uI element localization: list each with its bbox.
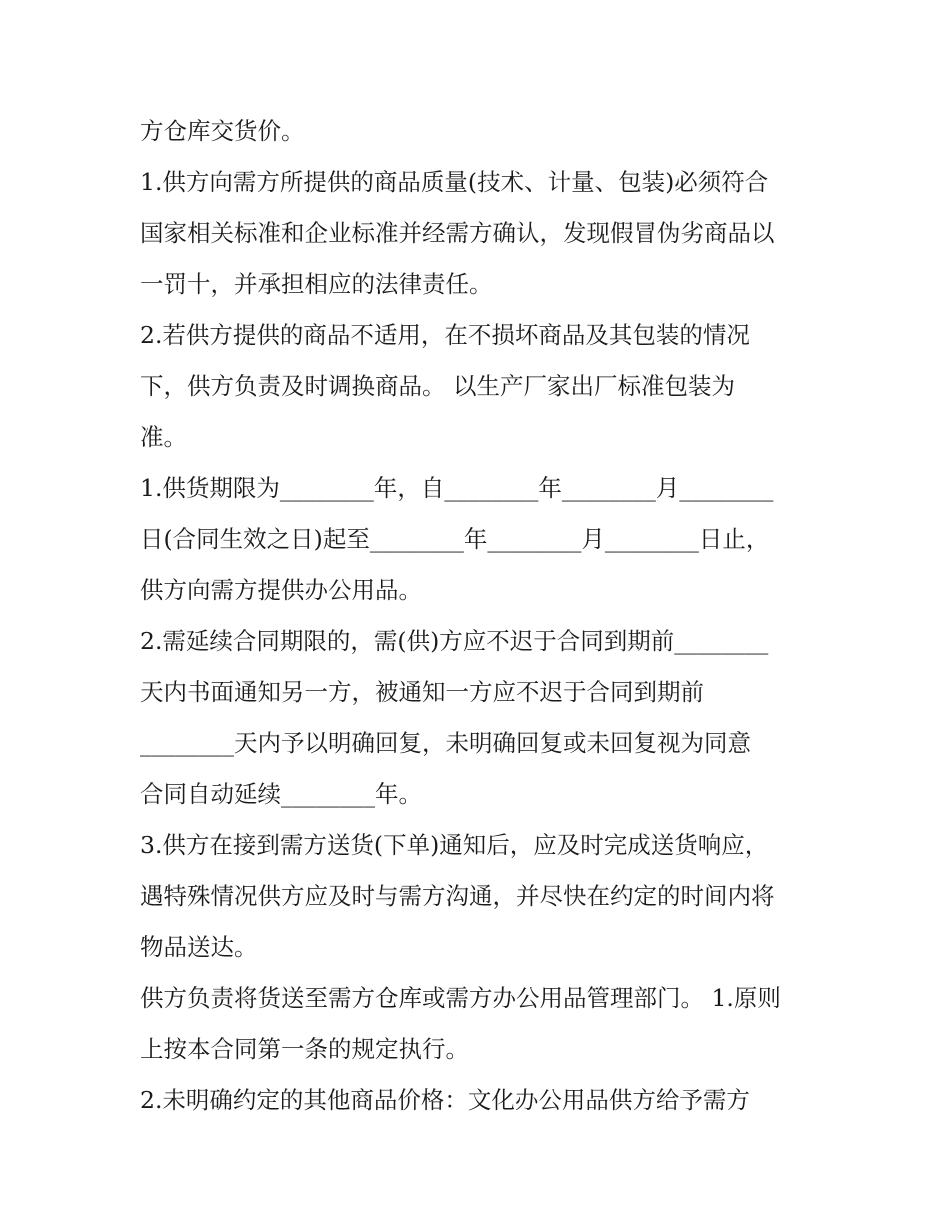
text-line: 物品送达。 bbox=[140, 933, 258, 961]
text-line: 一罚十，并承担相应的法律责任。 bbox=[140, 270, 493, 298]
text-line: 供方负责将货送至需方仓库或需方办公用品管理部门。 1.原则 bbox=[140, 984, 781, 1012]
text-line: 合同自动延续________年。 bbox=[140, 780, 422, 808]
text-line: 1.供货期限为________年，自________年________月________ bbox=[140, 474, 774, 502]
text-line: 上按本合同第一条的规定执行。 bbox=[140, 1035, 469, 1063]
text-line: 遇特殊情况供方应及时与需方沟通，并尽快在约定的时间内将 bbox=[140, 882, 775, 910]
text-line: 2.若供方提供的商品不适用，在不损坏商品及其包装的情况 bbox=[140, 321, 750, 349]
text-line: 国家相关标准和企业标准并经需方确认，发现假冒伪劣商品以 bbox=[140, 219, 775, 247]
text-line: 下，供方负责及时调换商品。 以生产厂家出厂标准包装为 bbox=[140, 372, 735, 400]
text-line: 方仓库交货价。 bbox=[140, 117, 305, 145]
text-line: 供方向需方提供办公用品。 bbox=[140, 576, 422, 604]
text-line: 天内书面通知另一方，被通知一方应不迟于合同到期前 bbox=[140, 678, 704, 706]
text-line: ________天内予以明确回复，未明确回复或未回复视为同意 bbox=[140, 729, 751, 757]
text-line: 日(合同生效之日)起至________年________月________日止， bbox=[140, 525, 770, 553]
text-line: 1.供方向需方所提供的商品质量(技术、计量、包装)必须符合 bbox=[140, 168, 769, 196]
text-line: 3.供方在接到需方送货(下单)通知后，应及时完成送货响应， bbox=[140, 831, 769, 859]
document-body bbox=[140, 106, 820, 1126]
text-line: 准。 bbox=[140, 423, 187, 451]
text-line: 2.未明确约定的其他商品价格：文化办公用品供方给予需方 bbox=[140, 1086, 750, 1114]
text-line: 2.需延续合同期限的，需(供)方应不迟于合同到期前________ bbox=[140, 627, 769, 655]
